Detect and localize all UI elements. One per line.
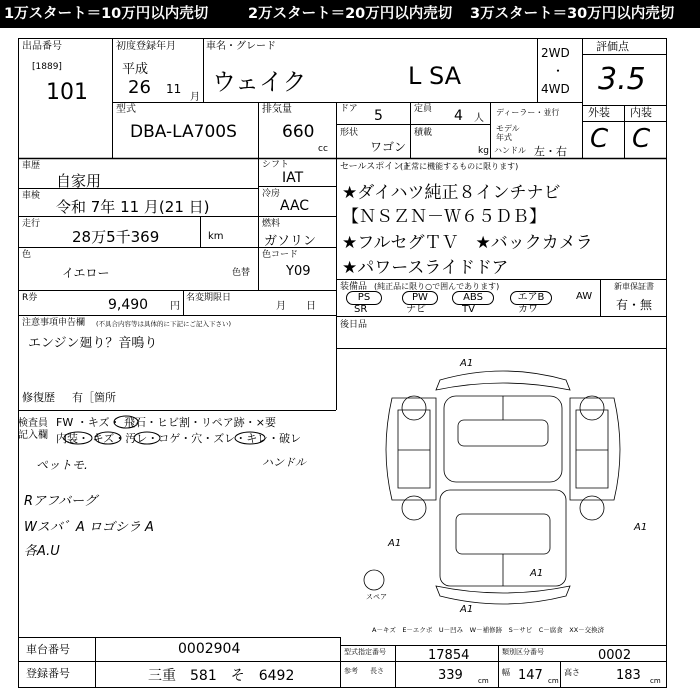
load-unit: kg xyxy=(478,146,489,156)
recycle-label: R券 xyxy=(22,293,38,303)
lot-sub-number: [1889] xyxy=(32,62,62,72)
name-change-date: 月 日 xyxy=(276,301,316,312)
notes-label: 注意事項申告欄 xyxy=(22,318,86,328)
chassis-number-value: 0002904 xyxy=(178,641,241,657)
damage-mark-front: A1 xyxy=(460,358,474,369)
hand-note-w-bumper: Wスバ゛A ロゴシラ A xyxy=(24,520,154,535)
damage-legend: A－キズ E－エクボ U－凹み W－補修跡 S－サビ C－腐食 XX－交換済 xyxy=(372,626,605,634)
shift-label: シフト xyxy=(262,160,290,170)
drive-2wd: 2WD xyxy=(541,46,570,60)
equip-airbag: エアB xyxy=(510,291,552,305)
hand-note-handle: ハンドル xyxy=(262,456,306,469)
interior-label: 内装 xyxy=(630,106,652,119)
score-label: 評価点 xyxy=(596,40,629,53)
selling-point-4: ★パワースライドドア xyxy=(342,258,509,278)
selling-point-1: ★ダイハツ純正８インチナビ xyxy=(342,183,561,203)
model-year-label: モデル xyxy=(496,124,520,133)
model-cert-value: 17854 xyxy=(428,648,470,663)
equip-navi: ナビ xyxy=(406,304,426,315)
inspector-label-1: 検査員 xyxy=(18,418,48,429)
doors-label: ドア xyxy=(340,104,358,114)
chassis-number-label: 車台番号 xyxy=(26,643,70,656)
shape-label: 形状 xyxy=(340,128,359,138)
color-code-label: 色コード xyxy=(262,250,299,260)
model-cert-label: 型式指定番号 xyxy=(344,648,386,656)
equip-sr: SR xyxy=(354,304,368,315)
selling-points-label: セールスポイント xyxy=(340,162,412,172)
banner-rule-2: 2万スタート＝20万円以内売切 xyxy=(248,6,453,22)
recycle-value: 9,490 xyxy=(108,297,149,313)
first-registration-label: 初度登録年月 xyxy=(116,41,176,52)
damage-mark-right: A1 xyxy=(634,522,648,533)
equip-pw: PW xyxy=(402,291,438,305)
exterior-label: 外装 xyxy=(588,106,610,119)
recycle-yen: 円 xyxy=(170,301,180,312)
plate-number-value: 三重 581 そ 6492 xyxy=(148,668,295,684)
car-name-label: 車名・グレード xyxy=(206,41,276,52)
notes-value: エンジン廻り？音鳴り xyxy=(28,336,158,351)
repair-history-value: 有［箇所 xyxy=(72,391,116,404)
spare-label: スペア xyxy=(366,593,387,601)
registration-month: 11 xyxy=(166,82,182,96)
lot-number-label: 出品番号 xyxy=(22,41,62,52)
length-value: 339 xyxy=(438,668,463,683)
notes-sub-label: (不具合内容等は具体的に下記にご記入下さい) xyxy=(96,320,232,328)
warranty-value: 有・無 xyxy=(616,298,653,312)
banner-rule-3: 3万スタート＝30万円以内売切 xyxy=(470,6,675,22)
color-label: 色 xyxy=(22,250,32,260)
banner-rule-1: 1万スタート＝10万円以内売切 xyxy=(4,6,209,22)
damage-mark-rear: A1 xyxy=(460,604,474,615)
damage-mark-left: A1 xyxy=(388,538,402,549)
capacity-unit: 人 xyxy=(474,113,484,124)
width-value: 147 xyxy=(518,668,543,683)
doors-value: 5 xyxy=(374,108,383,124)
hand-note-rear-bumper: Rアフバーグ xyxy=(24,494,97,509)
selling-point-3: ★フルセグＴＶ ★バックカメラ xyxy=(342,233,593,253)
inspector-row-exterior: FW ・キズ・ 飛石・ヒビ割・リペア跡・×要 xyxy=(56,416,276,429)
plate-number-label: 登録番号 xyxy=(26,667,70,680)
name-change-label: 名変期限日 xyxy=(186,293,232,303)
model-type-value: DBA-LA700S xyxy=(130,122,237,142)
inspector-label-2: 記入欄 xyxy=(18,430,48,441)
auction-score: 3.5 xyxy=(598,62,646,97)
length-ref-label: 参考 xyxy=(344,667,358,675)
handle-label: ハンドル xyxy=(494,146,526,155)
car-grade: L SA xyxy=(408,62,462,90)
usage-value: 自家用 xyxy=(56,172,102,190)
color-code-value: Y09 xyxy=(286,264,311,279)
equip-ps: PS xyxy=(346,291,382,305)
displacement-unit: cc xyxy=(318,144,328,154)
handle-value: 左・右 xyxy=(534,145,567,158)
equip-leather: カワ xyxy=(518,304,538,315)
equipment-sub: (純正品に限り○で囲んであります) xyxy=(374,282,500,291)
color-value: イエロー xyxy=(62,266,110,280)
dealer-label: ディーラー・並行 xyxy=(496,108,560,117)
load-label: 積載 xyxy=(414,128,433,138)
mileage-unit: km xyxy=(208,231,224,242)
class-number-value: 0002 xyxy=(598,648,632,663)
capacity-label: 定員 xyxy=(414,104,433,114)
registration-year: 26 xyxy=(128,77,151,98)
interior-grade: C xyxy=(632,124,651,154)
fuel-label: 燃料 xyxy=(262,219,281,229)
color-change-label: 色替 xyxy=(232,268,251,278)
shift-value: IAT xyxy=(282,170,304,186)
usage-label: 車歴 xyxy=(22,161,41,171)
hand-note-each: 各A.U xyxy=(24,544,60,559)
repair-history-label: 修復歴 xyxy=(22,391,55,404)
height-value: 183 xyxy=(616,668,641,683)
hand-note-pet: ペットモ. xyxy=(36,458,88,472)
equip-tv: TV xyxy=(462,304,475,315)
registration-era: 平成 xyxy=(122,62,149,77)
later-items-label: 後日品 xyxy=(340,320,368,330)
inspector-row-interior: 内装・ キズ・汚レ・コゲ・穴・ズレ・キレ・破レ xyxy=(56,432,302,445)
aircon-label: 冷房 xyxy=(262,189,281,199)
exterior-grade: C xyxy=(590,124,609,154)
warranty-label: 新車保証書 xyxy=(614,282,654,291)
inspection-label: 車検 xyxy=(22,191,41,201)
class-number-label: 類別区分番号 xyxy=(502,648,544,656)
width-label: 幅 xyxy=(502,668,510,677)
length-unit: cm xyxy=(478,677,489,685)
car-model-name: ウェイク xyxy=(212,68,307,96)
fuel-value: ガソリン xyxy=(264,234,317,249)
aircon-value: AAC xyxy=(280,198,310,214)
equipment-label: 装備品 xyxy=(340,282,368,292)
capacity-value: 4 xyxy=(454,108,463,124)
height-unit: cm xyxy=(650,677,661,685)
lot-number: 101 xyxy=(46,80,88,105)
height-label: 高さ xyxy=(564,668,580,677)
displacement-label: 排気量 xyxy=(262,104,292,115)
mileage-label: 走行 xyxy=(22,219,41,229)
car-damage-diagram xyxy=(340,350,666,636)
model-type-label: 型式 xyxy=(116,104,136,115)
equip-aw: AW xyxy=(576,291,593,302)
registration-month-unit: 月 xyxy=(190,92,200,103)
shape-value: ワゴン xyxy=(370,140,407,154)
mileage-value: 28万5千369 xyxy=(72,228,160,246)
equip-abs: ABS xyxy=(452,291,494,305)
drive-4wd: 4WD xyxy=(541,82,570,96)
length-label: 長さ xyxy=(370,667,384,675)
drive-separator: ・ xyxy=(552,64,565,78)
selling-point-2: 【ＮＳＺＮ－Ｗ６５ＤＢ】 xyxy=(342,207,546,227)
inspection-value: 令和 7年 11 月(21 日) xyxy=(56,198,210,216)
displacement-value: 660 xyxy=(282,122,315,142)
damage-mark-rear-right: A1 xyxy=(530,568,544,579)
year-label: 年式 xyxy=(496,133,512,142)
selling-points-sub: (正常に機能するものに限ります) xyxy=(400,162,519,171)
width-unit: cm xyxy=(548,677,559,685)
